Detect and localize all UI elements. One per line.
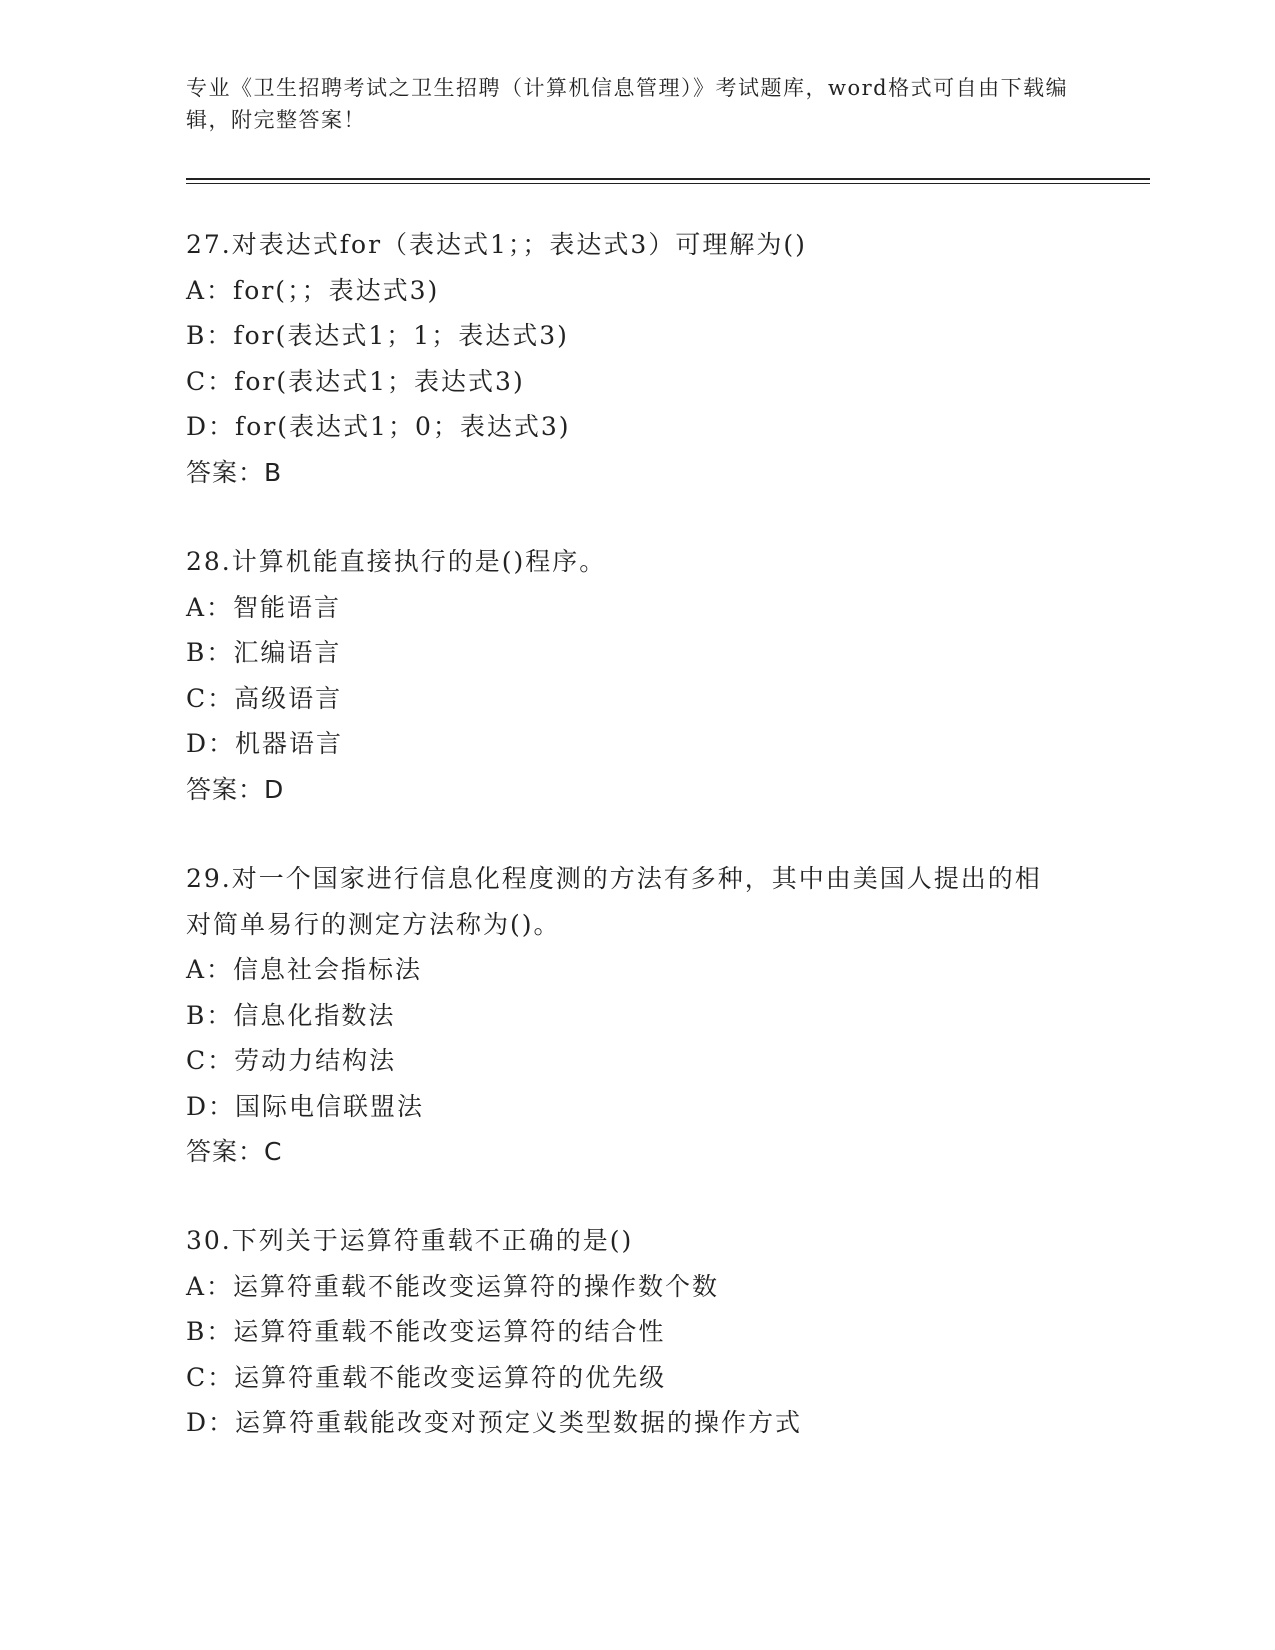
option-d: D：运算符重载能改变对预定义类型数据的操作方式 xyxy=(186,1408,803,1437)
option-c: C：高级语言 xyxy=(186,683,343,713)
header-divider-thin xyxy=(186,183,1150,184)
option-b: B：运算符重载不能改变运算符的结合性 xyxy=(186,1317,666,1346)
option-c: C：for(表达式1；表达式3) xyxy=(186,366,525,396)
question-stem: 30.下列关于运算符重载不正确的是() xyxy=(186,1226,634,1255)
option-b: B：汇编语言 xyxy=(186,638,342,667)
question-stem: 29.对一个国家进行信息化程度测的方法有多种，其中由美国人提出的相对简单易行的测定方法称为()。 xyxy=(186,864,1042,939)
answer-line: 答案：D xyxy=(186,774,285,804)
question-27 xyxy=(186,222,1126,495)
question-28 xyxy=(186,539,1126,812)
option-d: D：机器语言 xyxy=(186,729,344,758)
option-d: D：国际电信联盟法 xyxy=(186,1091,425,1121)
option-a: A：运算符重载不能改变运算符的操作数个数 xyxy=(186,1271,720,1301)
answer-line: 答案：C xyxy=(186,1137,283,1166)
question-29 xyxy=(186,856,1126,1175)
option-c: C：运算符重载不能改变运算符的优先级 xyxy=(186,1362,667,1392)
option-a: A：for(；；表达式3) xyxy=(186,275,440,305)
question-stem: 27.对表达式for（表达式1；；表达式3）可理解为() xyxy=(186,230,807,259)
option-b: B：for(表达式1；1；表达式3) xyxy=(186,321,569,350)
header-divider-thick xyxy=(186,178,1150,180)
option-b: B：信息化指数法 xyxy=(186,1000,396,1030)
option-a: A：智能语言 xyxy=(186,592,342,622)
option-c: C：劳动力结构法 xyxy=(186,1046,397,1075)
option-d: D：for(表达式1；0；表达式3) xyxy=(186,412,571,441)
document-header: 专业《卫生招聘考试之卫生招聘（计算机信息管理）》考试题库，word格式可自由下载编辑，附完整答案！ xyxy=(186,76,1069,132)
question-30 xyxy=(186,1218,1126,1446)
option-a: A：信息社会指标法 xyxy=(186,955,423,984)
answer-line: 答案：B xyxy=(186,457,283,487)
question-stem: 28.计算机能直接执行的是()程序。 xyxy=(186,547,607,576)
